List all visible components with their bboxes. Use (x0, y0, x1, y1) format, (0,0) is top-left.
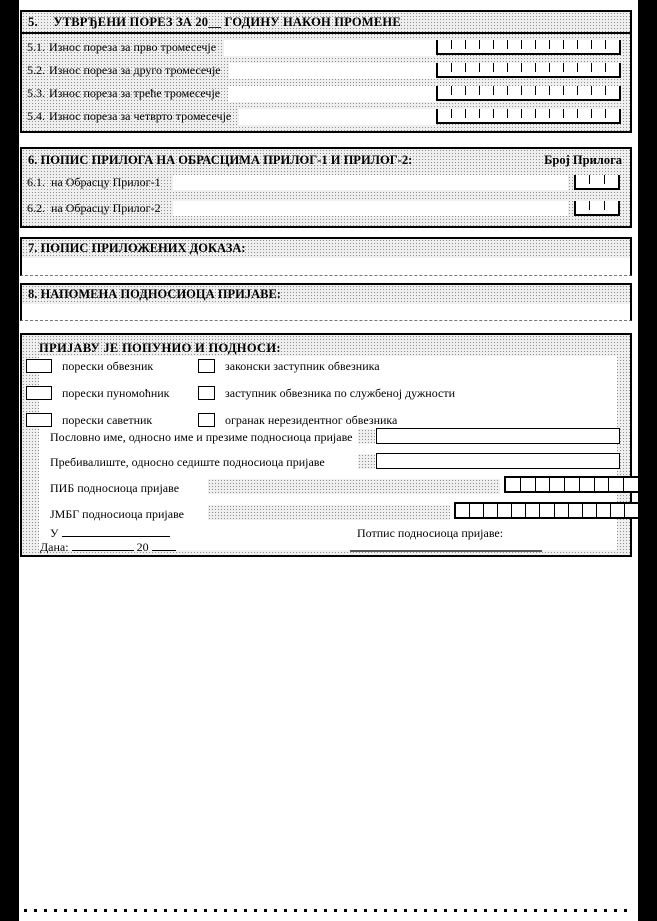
jmbg-field-spacer (208, 505, 450, 520)
tax-row-q4-number: 5.4. (27, 109, 45, 123)
attachment-row-1-number: 6.1. (27, 174, 45, 189)
option-taxpayer-label: порески обвезник (62, 359, 154, 373)
scan-edge-right (638, 0, 657, 921)
checkbox-tax-advisor[interactable] (26, 413, 52, 427)
attachment-2-count-field[interactable] (574, 201, 620, 216)
attachment-row-2-number: 6.2. (27, 200, 45, 215)
section-7-evidence-list (20, 237, 632, 276)
section-6-attachments (20, 147, 632, 228)
tax-row-q1 (22, 36, 630, 59)
attachment-row-1 (22, 169, 630, 195)
pib-field-label: ПИБ подносиоца пријаве (50, 481, 180, 495)
tax-row-q1-number: 5.1. (27, 40, 45, 54)
tax-q3-amount-field[interactable] (436, 86, 621, 101)
tax-q4-amount-field[interactable] (436, 109, 621, 124)
signature-label: Потпис подносиоца пријаве: (357, 526, 504, 540)
section-8-fill-area[interactable] (22, 304, 630, 320)
checkbox-official-representative[interactable] (198, 386, 215, 400)
attachment-row-2-label: на Обрасцу Прилог-2 (51, 200, 161, 215)
year-prefix: 20 (136, 540, 149, 554)
checkbox-tax-attorney[interactable] (26, 386, 52, 400)
jmbg-field-label: ЈМБГ подносиоца пријаве (50, 507, 184, 521)
place-fill-line[interactable] (62, 525, 170, 537)
section-8-header: 8. НАПОМЕНА ПОДНОСИОЦА ПРИЈАВЕ: (22, 285, 630, 304)
section-5-title: УТВРЂЕНИ ПОРЕЗ ЗА 20__ ГОДИНУ НАКОН ПРОМЕНЕ (53, 15, 401, 29)
place-label: У (50, 526, 59, 540)
section-7-fill-area[interactable] (22, 258, 630, 275)
checkbox-taxpayer[interactable] (26, 359, 52, 373)
section-8-note (20, 283, 632, 321)
tax-row-q3 (22, 82, 630, 105)
section-5-number: 5. (28, 15, 38, 29)
declaration-title: ПРИЈАВУ ЈЕ ПОПУНИО И ПОДНОСИ: (39, 341, 281, 355)
attachment-row-2-fill-area[interactable] (173, 201, 568, 216)
tax-row-q1-label: Износ пореза за прво тромесечје (49, 40, 217, 54)
date-line (40, 539, 176, 555)
checkbox-legal-representative[interactable] (198, 359, 215, 373)
pib-cells-field[interactable] (504, 476, 640, 493)
residence-input[interactable] (376, 453, 620, 469)
scan-edge-left (0, 0, 19, 921)
tax-q1-amount-field[interactable] (436, 40, 621, 55)
section-7-header: 7. ПОПИС ПРИЛОЖЕНИХ ДОКАЗА: (22, 239, 630, 258)
option-nonresident-branch-label: огранак нерезидентног обвезника (225, 413, 398, 427)
residence-field-spacer (358, 454, 375, 469)
attachment-count-header: Број Прилога (544, 153, 622, 167)
pib-field-spacer (208, 479, 500, 494)
date-fill-line[interactable] (72, 539, 134, 551)
option-tax-advisor-label: порески саветник (62, 413, 153, 427)
tax-row-q3-number: 5.3. (27, 86, 45, 100)
tax-row-q2 (22, 59, 630, 82)
name-field-spacer (358, 429, 375, 444)
attachment-row-2 (22, 195, 630, 221)
section-5-header (22, 12, 630, 34)
attachment-1-count-field[interactable] (574, 175, 620, 190)
tax-row-q3-label: Износ пореза за треће тромесечје (49, 86, 221, 100)
attachment-row-1-label: на Обрасцу Прилог-1 (51, 174, 161, 189)
checkbox-nonresident-branch[interactable] (198, 413, 215, 427)
tax-q2-amount-field[interactable] (436, 63, 621, 78)
tax-row-q2-number: 5.2. (27, 63, 45, 77)
tax-row-q4-label: Износ пореза за четврто тромесечје (49, 109, 232, 123)
name-field-label: Пословно име, односно име и презиме подносиоца пријаве (50, 430, 353, 444)
tax-row-q1-fill-area[interactable] (224, 40, 436, 56)
option-official-representative-label: заступник обвезника по службеној дужности (225, 386, 455, 400)
attachment-row-1-fill-area[interactable] (173, 175, 568, 190)
declaration-section (20, 333, 632, 557)
tax-row-q4-fill-area[interactable] (239, 109, 436, 125)
jmbg-cells-field[interactable] (454, 502, 640, 519)
tax-row-q2-label: Износ пореза за друго тромесечје (49, 63, 221, 77)
section-6-title: 6. ПОПИС ПРИЛОГА НА ОБРАСЦИМА ПРИЛОГ-1 И ПРИЛОГ-2: (28, 153, 413, 167)
option-tax-attorney-label: порески пуномоћник (62, 386, 170, 400)
signature-line[interactable] (350, 550, 542, 552)
cut-dotted-line (24, 909, 631, 912)
year-fill-line[interactable] (152, 539, 176, 551)
option-legal-representative-label: законски заступник обвезника (225, 359, 380, 373)
section-5-determined-tax (20, 10, 632, 133)
residence-field-label: Пребивалиште, односно седиште подносиоца пријаве (50, 455, 325, 469)
name-input[interactable] (376, 428, 620, 444)
tax-row-q3-fill-area[interactable] (228, 86, 436, 102)
date-label: Дана: (40, 540, 69, 554)
tax-row-q4 (22, 105, 630, 128)
section-6-header (22, 149, 630, 169)
tax-row-q2-fill-area[interactable] (229, 63, 436, 79)
